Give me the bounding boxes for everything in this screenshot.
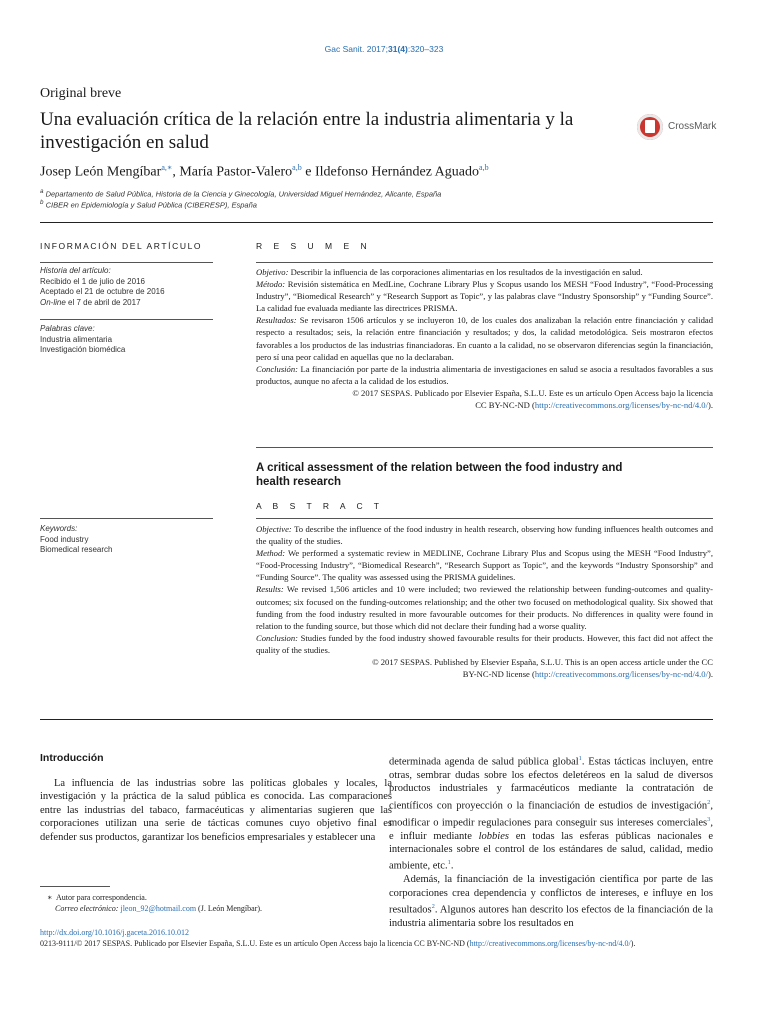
resumen-heading: R E S U M E N [256, 241, 372, 251]
section-label: Original breve [40, 86, 122, 101]
divider [256, 447, 713, 448]
english-title: A critical assessment of the relation between the food industry and health research [256, 462, 623, 488]
author-name: María Pastor-Valero [179, 164, 293, 180]
article-history: Historia del artículo: Recibido el 1 de julio de 2016 Aceptado el 21 de octubre de 2016 On-line el 7 de abril de 2017 [40, 266, 165, 307]
article-info-heading: INFORMACIÓN DEL ARTÍCULO [40, 241, 203, 251]
keyword: Biomedical research [40, 545, 113, 554]
affiliation: $^b$ CIBER en Epidemiología y Salud Pública (CIBERESP), España [40, 199, 257, 210]
journal-issue: (4) [397, 44, 408, 54]
journal-volume: 31 [388, 44, 398, 54]
abstract-divider [40, 719, 713, 720]
bottom-license: 0213-9111/© 2017 SESPAS. Publicado por Elsevier España, S.L.U. Este es un artículo Open Access bajo la licencia CC BY-NC-ND (http://creativecommons.org/licenses/by-nc-nd/4.0/). [40, 939, 636, 948]
intro-left-paragraph: La influencia de las industrias sobre las políticas globales y locales, la investigación y la práctica de la salud pública es conocida. Las comparaciones entre las industrias del tabaco, farmacéuticas y alimentarias sugieren que las corporaciones utilizan una serie de tácticas comunes cuyo objetivo final es defender sus productos, garantizar los beneficios empresariales y establecer una [40, 778, 392, 843]
license-link[interactable]: http://creativecommons.org/licenses/by-nc-nd/4.0/ [534, 400, 708, 411]
header-divider [40, 222, 713, 223]
keyword: Food industry [40, 534, 89, 544]
keyword: Industria alimentaria [40, 334, 113, 344]
reference-link[interactable]: 3 [707, 815, 711, 823]
crossmark-badge[interactable] [637, 114, 727, 142]
author-affil-mark[interactable]: a,b [479, 163, 489, 172]
resumen-body: Objetivo: Describir la influencia de las corporaciones alimentarias en los resultados de la investigación en salud. Método: Revisión sistemática en MedLine, Cochrane Library Plus y Scopus usando los MESH “Food Industry”, “Food-Processing Industry”, “Biomedical Research” y “Research Support as Topic”, y las palabras clave “Industry Sponsorship” y “Funding Source”. La calidad fue evaluada mediante las directrices PRISMA. Resultados: Se revisaron 1506 artículos y se incluyeron 10, de los cuales dos analizaban la relación entre financiación y calidad respecto a resultados; seis, la relación entre financiación y resultados; y dos, la calidad metodológica. Seis mostraron efectos favorables a los productos de las industrias financiadoras. En cuanto a la calidad, no se observaron diferencias según la financiación, pero sí una peor calidad en aquellas que no la declaraban. Conclusión: La financiación por parte de la industria alimentaria de investigaciones en salud se asocia a resultados favorables a sus productos, aunque no afecta a la calidad de los estudios. © 2017 SESPAS. Publicado por Elsevier España, S.L.U. Este es un artículo Open Access bajo la licencia CC BY-NC-ND (http://creativecommons.org/licenses/by-nc-nd/4.0/). [256, 267, 713, 411]
intro-heading: Introducción [40, 752, 104, 764]
footnote: ∗ Autor para correspondencia. Correo electrónico: jleon_92@hotmail.com (J. León Mengíbar). [47, 893, 263, 913]
license-link[interactable]: http://creativecommons.org/licenses/by-nc-nd/4.0/ [469, 939, 631, 948]
author-affil-mark[interactable]: a,∗ [161, 163, 173, 172]
footnote-divider [40, 886, 110, 887]
divider [40, 518, 213, 519]
article-title: Una evaluación crítica de la relación entre la industria alimentaria y la investigación en salud [40, 109, 574, 153]
author-list: Josep León Mengíbar$^{a,∗}$, María Pastor-Valero$^{a,b}$ e Ildefonso Hernández Aguado$^{a,b}$ [40, 163, 489, 180]
reference-link[interactable]: 2 [707, 798, 711, 806]
divider [256, 262, 713, 263]
author-affil-mark[interactable]: a,b [292, 163, 302, 172]
reference-link[interactable]: 1 [447, 859, 451, 867]
abstract-heading: A B S T R A C T [256, 501, 384, 511]
crossmark-label: CrossMark [668, 121, 717, 132]
journal-pages: :320–323 [407, 44, 444, 54]
journal-name: Gac Sanit. 2017; [324, 44, 388, 54]
palabras-clave: Palabras clave: Industria alimentaria Investigación biomédica [40, 324, 126, 354]
divider [40, 319, 213, 320]
intro-right-column: determinada agenda de salud pública global$^1$. Estas tácticas incluyen, entre otras, sembrar dudas sobre los efectos deletéreos en la salud de diversos productos industriales y farmacéuticos mediante la contratación de científicos con proyección o la financiación de estudios de investigación$^2$, modificar o impedir regulaciones para conseguir sus intereses comerciales$^3$, e influir mediante lobbies en todas las esferas públicas nacionales e internacionales sobre el control de los estándares de salud, calidad, medio ambiente, etc.$^1$. Además, la financiación de la investigación científica por parte de las corporaciones crea dependencia y conflictos de intereses, e influye en los resultados$^2$. Algunos autores han descrito los efectos de la financiación de la industria alimentaria sobre los resultados en [389, 755, 714, 929]
divider [40, 262, 213, 263]
abstract-body: Objective: To describe the influence of the food industry in health research, observing how funding influences health outcomes and the quality of the studies. Method: We performed a systematic review in MEDLINE, Cochrane Library Plus and Scopus using the MESH “Food Industry”, “Food-Processing Industry”, “Biomedical Research”, “Research Support as Topic”, and the keywords “Industry Sponsorship” and “Funding Source”. The quality was assessed using the PRISMA guidelines. Results: We revised 1,506 articles and 10 were included; two reviewed the relationship between funding-outcomes and quality-outcomes; six focused on the funding-outcomes relationship; and the other two focused on methodological quality. Six showed that funding from the food industry resulted in more favourable outcomes for their products. No differences in quality were found in relation to the funding source, but those which did not declare their funding had a worse quality. Conclusion: Studies funded by the food industry showed favourable results for their products. However, this fact did not affect the quality of the studies. © 2017 SESPAS. Published by Elsevier España, S.L.U. This is an open access article under the CC BY-NC-ND license (http://creativecommons.org/licenses/by-nc-nd/4.0/). [256, 524, 714, 680]
affiliation: $^a$ Departamento de Salud Pública, Historia de la Ciencia y Ginecología, Universidad Miguel Hernández, Alicante, España [40, 188, 442, 199]
keyword: Investigación biomédica [40, 345, 126, 354]
journal-citation[interactable] [0, 44, 768, 54]
author-name: Ildefonso Hernández Aguado [314, 164, 480, 180]
divider [256, 518, 713, 519]
crossmark-icon [637, 114, 663, 140]
reference-link[interactable]: 2 [431, 903, 435, 911]
author-name: Josep León Mengíbar [40, 164, 162, 180]
keywords: Keywords: Food industry Biomedical research [40, 524, 113, 554]
doi-link[interactable]: http://dx.doi.org/10.1016/j.gaceta.2016.10.012 [40, 928, 189, 937]
license-link[interactable]: http://creativecommons.org/licenses/by-nc-nd/4.0/ [534, 669, 708, 680]
reference-link[interactable]: 1 [578, 755, 582, 762]
email-link[interactable]: jleon_92@hotmail.com [120, 904, 197, 913]
